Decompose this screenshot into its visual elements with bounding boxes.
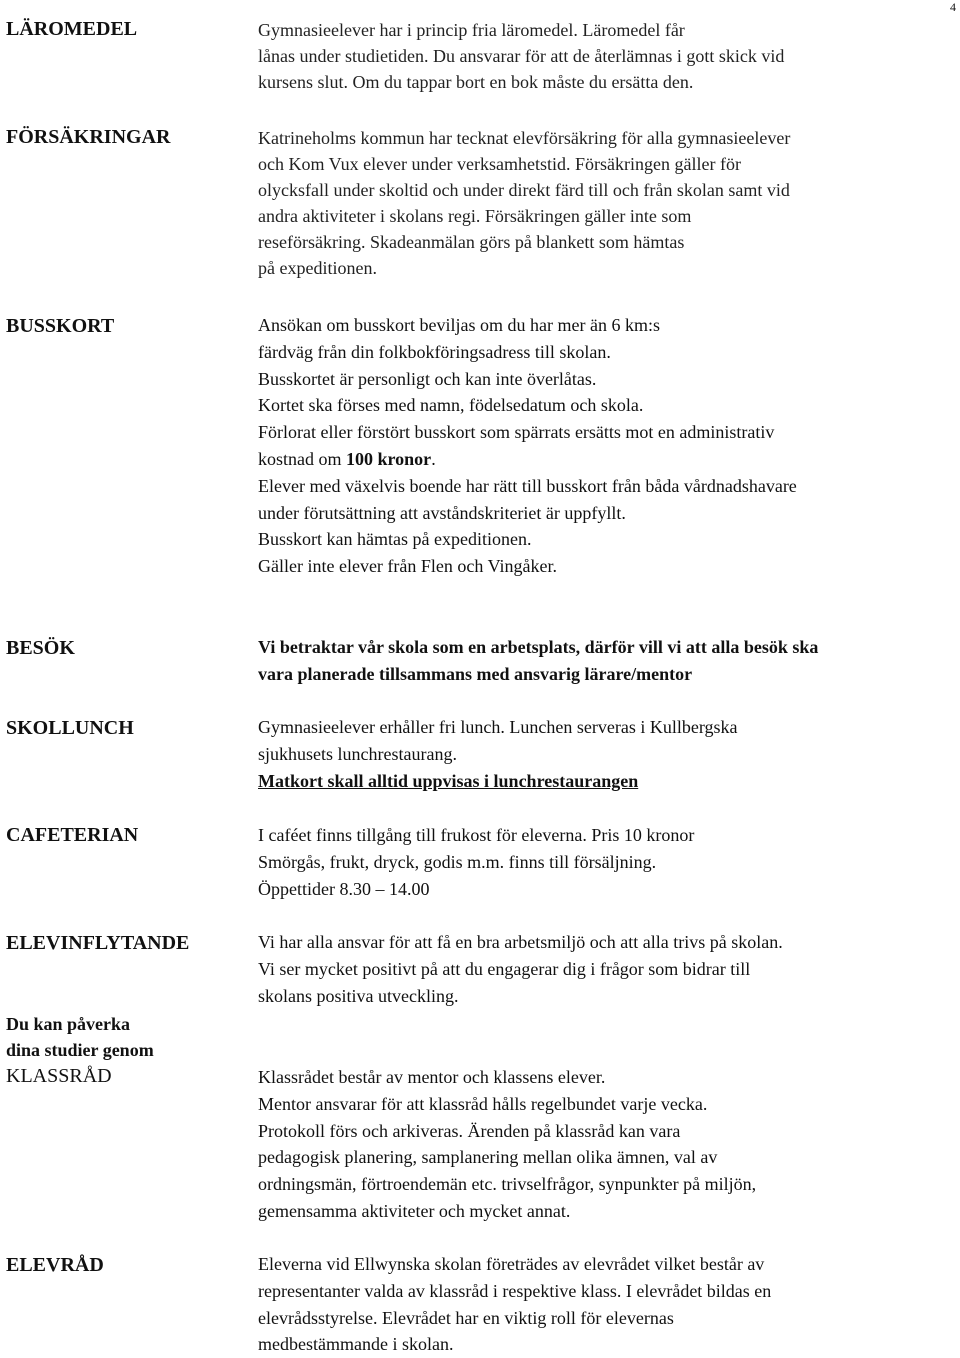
- text-line: I caféet finns tillgång till frukost för eleverna. Pris 10 kronor: [258, 825, 695, 845]
- text-line: Ansökan om busskort beviljas om du har mer än 6 km:s: [258, 315, 660, 335]
- text-line: Mentor ansvarar för att klassråd hålls regelbundet varje vecka.: [258, 1093, 708, 1114]
- paragraph-elevrad: [258, 1251, 950, 1358]
- text-line: gemensamma aktiviteter och mycket annat.: [258, 1200, 571, 1221]
- paragraph-besok: [258, 634, 950, 688]
- heading-elevinflytande: ELEVINFLYTANDE: [6, 932, 190, 954]
- text-line: [258, 661, 950, 688]
- text-line: Vi ser mycket positivt på att du engagerar dig i frågor som bidrar till: [258, 958, 751, 979]
- paragraph-busskort: [258, 312, 950, 580]
- paragraph-forsakringar: [258, 125, 950, 281]
- text-line: Vi har alla ansvar för att få en bra arbetsmiljö och att alla trivs på skolan.: [258, 932, 783, 952]
- cost-prefix: kostnad om: [258, 448, 346, 469]
- text-line: pedagogisk planering, samplanering mellan olika ämnen, val av: [258, 1147, 718, 1168]
- text-line: Gäller inte elever från Flen och Vingåker.: [258, 556, 557, 577]
- paragraph-skollunch: [258, 714, 950, 794]
- text-line: Busskort kan hämtas på expeditionen.: [258, 529, 532, 550]
- text-line: under förutsättning att avståndskriteriet är uppfyllt.: [258, 502, 626, 523]
- text-line: [258, 634, 950, 661]
- page-number: 4: [950, 0, 956, 14]
- paragraph-laromedel: [258, 17, 950, 95]
- text-line: Busskortet är personligt och kan inte överlåtas.: [258, 368, 597, 389]
- text-line: och Kom Vux elever under verksamhetstid. Försäkringen gäller för: [258, 154, 741, 174]
- cost-line: [258, 446, 950, 473]
- text-line: representanter valda av klassråd i respektive klass. I elevrådet bildas en: [258, 1280, 772, 1301]
- heading-skollunch: SKOLLUNCH: [6, 717, 134, 739]
- cost-amount: 100 kronor: [346, 448, 432, 469]
- heading-line: KLASSRÅD: [6, 1065, 112, 1087]
- text-line: Klassrådet består av mentor och klassens elever.: [258, 1067, 606, 1087]
- heading-busskort: BUSSKORT: [6, 315, 115, 337]
- heading-laromedel: LÄROMEDEL: [6, 18, 138, 40]
- text-line: elevrådsstyrelse. Elevrådet har en viktig roll för elevernas: [258, 1307, 674, 1328]
- heading-forsakringar: FÖRSÄKRINGAR: [6, 126, 171, 148]
- text-line: på expeditionen.: [258, 258, 377, 278]
- text-line: Gymnasieelever erhåller fri lunch. Lunchen serveras i Kullbergska: [258, 717, 738, 737]
- text-line: andra aktiviteter i skolans regi. Försäkringen gäller inte som: [258, 206, 692, 226]
- heading-line: Du kan påverka: [6, 1014, 131, 1034]
- heading-line: dina studier genom: [6, 1040, 154, 1060]
- text-line: lånas under studietiden. Du ansvarar för att de återlämnas i gott skick vid: [258, 46, 785, 66]
- paragraph-elevinflytande: [258, 929, 950, 1009]
- text-line: reseförsäkring. Skadeanmälan görs på blankett som hämtas: [258, 232, 685, 252]
- bold-text: Vi betraktar vår skola som en arbetsplats, därför vill vi att alla besök ska: [258, 637, 819, 657]
- cost-suffix: .: [431, 448, 436, 469]
- text-line: medbestämmande i skolan.: [258, 1334, 454, 1355]
- text-line: färdväg från din folkbokföringsadress till skolan.: [258, 341, 611, 362]
- text-line: Öppettider 8.30 – 14.00: [258, 878, 430, 899]
- text-line: olycksfall under skoltid och under direkt färd till och från skolan samt vid: [258, 180, 790, 200]
- text-line: Kortet ska förses med namn, födelsedatum och skola.: [258, 395, 644, 416]
- text-line: skolans positiva utveckling.: [258, 985, 459, 1006]
- heading-klassrad: [6, 1011, 154, 1089]
- paragraph-klassrad: [258, 1064, 950, 1225]
- text-line: Förlorat eller förstört busskort som spärrats ersätts mot en administrativ: [258, 422, 775, 443]
- heading-elevrad: ELEVRÅD: [6, 1254, 104, 1276]
- bold-text: vara planerade tillsammans med ansvarig lärare/mentor: [258, 663, 693, 684]
- text-line: Protokoll förs och arkiveras. Ärenden på klassråd kan vara: [258, 1120, 681, 1141]
- underlined-notice: Matkort skall alltid uppvisas i lunchrestaurangen: [258, 770, 639, 791]
- heading-besok: BESÖK: [6, 637, 75, 659]
- text-line: Gymnasieelever har i princip fria läromedel. Läromedel får: [258, 20, 685, 40]
- text-line: Smörgås, frukt, dryck, godis m.m. finns till försäljning.: [258, 851, 657, 872]
- text-line: [258, 768, 950, 795]
- text-line: Eleverna vid Ellwynska skolan företrädes av elevrådet vilket består av: [258, 1254, 765, 1274]
- paragraph-cafeterian: [258, 822, 950, 902]
- heading-cafeterian: CAFETERIAN: [6, 824, 139, 846]
- text-line: Elever med växelvis boende har rätt till busskort från båda vårdnadshavare: [258, 475, 797, 496]
- text-line: ordningsmän, förtroendemän etc. trivselfrågor, synpunkter på miljön,: [258, 1174, 757, 1195]
- text-line: sjukhusets lunchrestaurang.: [258, 743, 457, 764]
- text-line: Katrineholms kommun har tecknat elevförsäkring för alla gymnasieelever: [258, 128, 791, 148]
- text-line: kursens slut. Om du tappar bort en bok måste du ersätta den.: [258, 72, 694, 92]
